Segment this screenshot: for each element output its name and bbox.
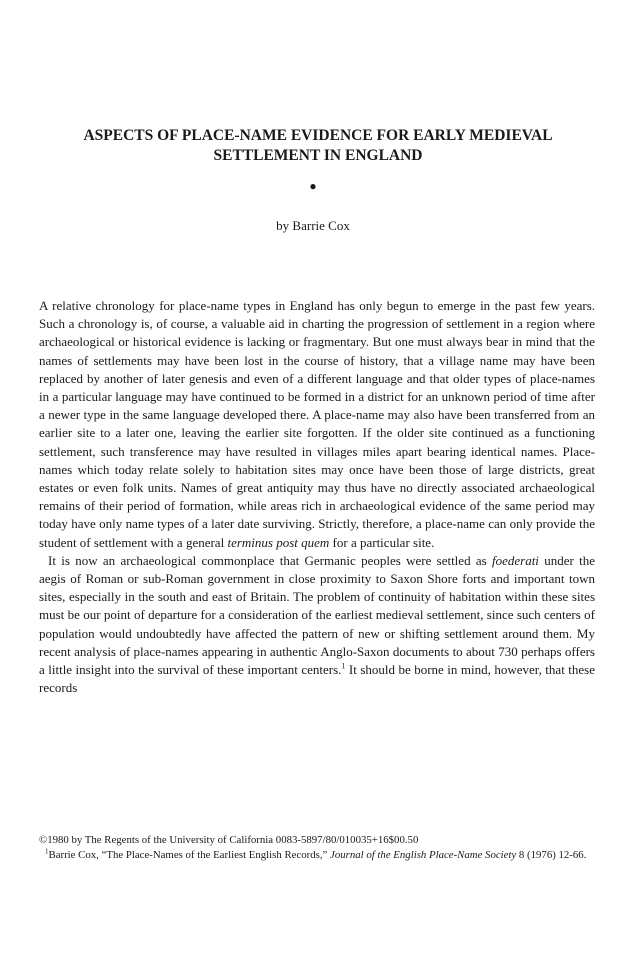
footnote-1-mark: 1 — [45, 846, 49, 855]
footnote-1 — [39, 848, 595, 863]
footnote-1-text-a: Barrie Cox, “The Place-Names of the Earliest English Records,” — [48, 848, 331, 861]
paragraph-2 — [39, 552, 595, 698]
author-byline: by Barrie Cox — [276, 218, 350, 233]
paragraph-2-text-a: It is now an archaeological commonplace that Germanic peoples were settled as — [48, 552, 492, 568]
paragraph-1-italic: terminus post quem — [227, 534, 330, 550]
title-line-1: ASPECTS OF PLACE-NAME EVIDENCE FOR EARLY MEDIEVAL — [83, 127, 553, 144]
paragraph-1-text-a: A relative chronology for place-name types in England has only begun to emerge in the past few years. Such a chronology is, of course, a valuable aid in charting the progression of settlement in a region where archaeological or historical evidence is lacking or fragmentary. But one must always bear in mind that the names of settlements may have been lost in the course of history, that a village name may have been replaced by another of later genesis and even of a different language and that older types of place-names in a particular language may have continued to be formed in a district for an unknown period of time after a newer type in the same language developed there. A place-name may also have been transferred from an earlier site to a later one, leaving the earlier site forgotten. If the older site continued as a functioning settlement, such transference may have resulted in villages miles apart bearing identical names. Place-names which today relate solely to habitation sites may once have been those of large districts, great estates or even folk units. Names of great antiquity may thus have no directly associated archaeological remains of their period of formation, while areas rich in archaeological evidence of the same period may today have only name types of a later date surviving. Strictly, therefore, a place-name can only provide the student of settlement with a general — [39, 298, 595, 550]
footnote-reference-1: 1 — [341, 661, 346, 671]
paragraph-2-text-c: It should be borne in mind, however, that these records — [39, 662, 595, 696]
footnote-1-text-b: 8 (1976) 12-66. — [516, 848, 587, 861]
article-title — [40, 126, 596, 166]
title-line-2: SETTLEMENT IN ENGLAND — [213, 147, 423, 164]
title-separator-bullet: ● — [309, 179, 317, 193]
article-body — [39, 297, 595, 697]
footnotes — [39, 833, 595, 862]
paragraph-1 — [39, 297, 595, 552]
paragraph-1-text-b: for a particular site. — [329, 534, 435, 550]
copyright-line: ©1980 by The Regents of the University of California 0083-5897/80/010035+16$00.50 — [39, 834, 419, 846]
paragraph-2-text-b: under the aegis of Roman or sub-Roman government in close proximity to Saxon Shore forts and important town sites, especially in the south and east of Britain. The problem of continuity of habitation within these sites must be our point of departure for a consideration of the earliest medieval settlement, since such centers of population would undoubtedly have affected the pattern of new or shifting settlement around them. My recent analysis of place-names appearing in authentic Anglo-Saxon documents to about 730 perhaps offers a little insight into the survival of these important centers. — [39, 552, 595, 678]
footnote-1-journal: Journal of the English Place-Name Society — [330, 848, 517, 861]
paragraph-2-italic: foederati — [491, 552, 539, 568]
